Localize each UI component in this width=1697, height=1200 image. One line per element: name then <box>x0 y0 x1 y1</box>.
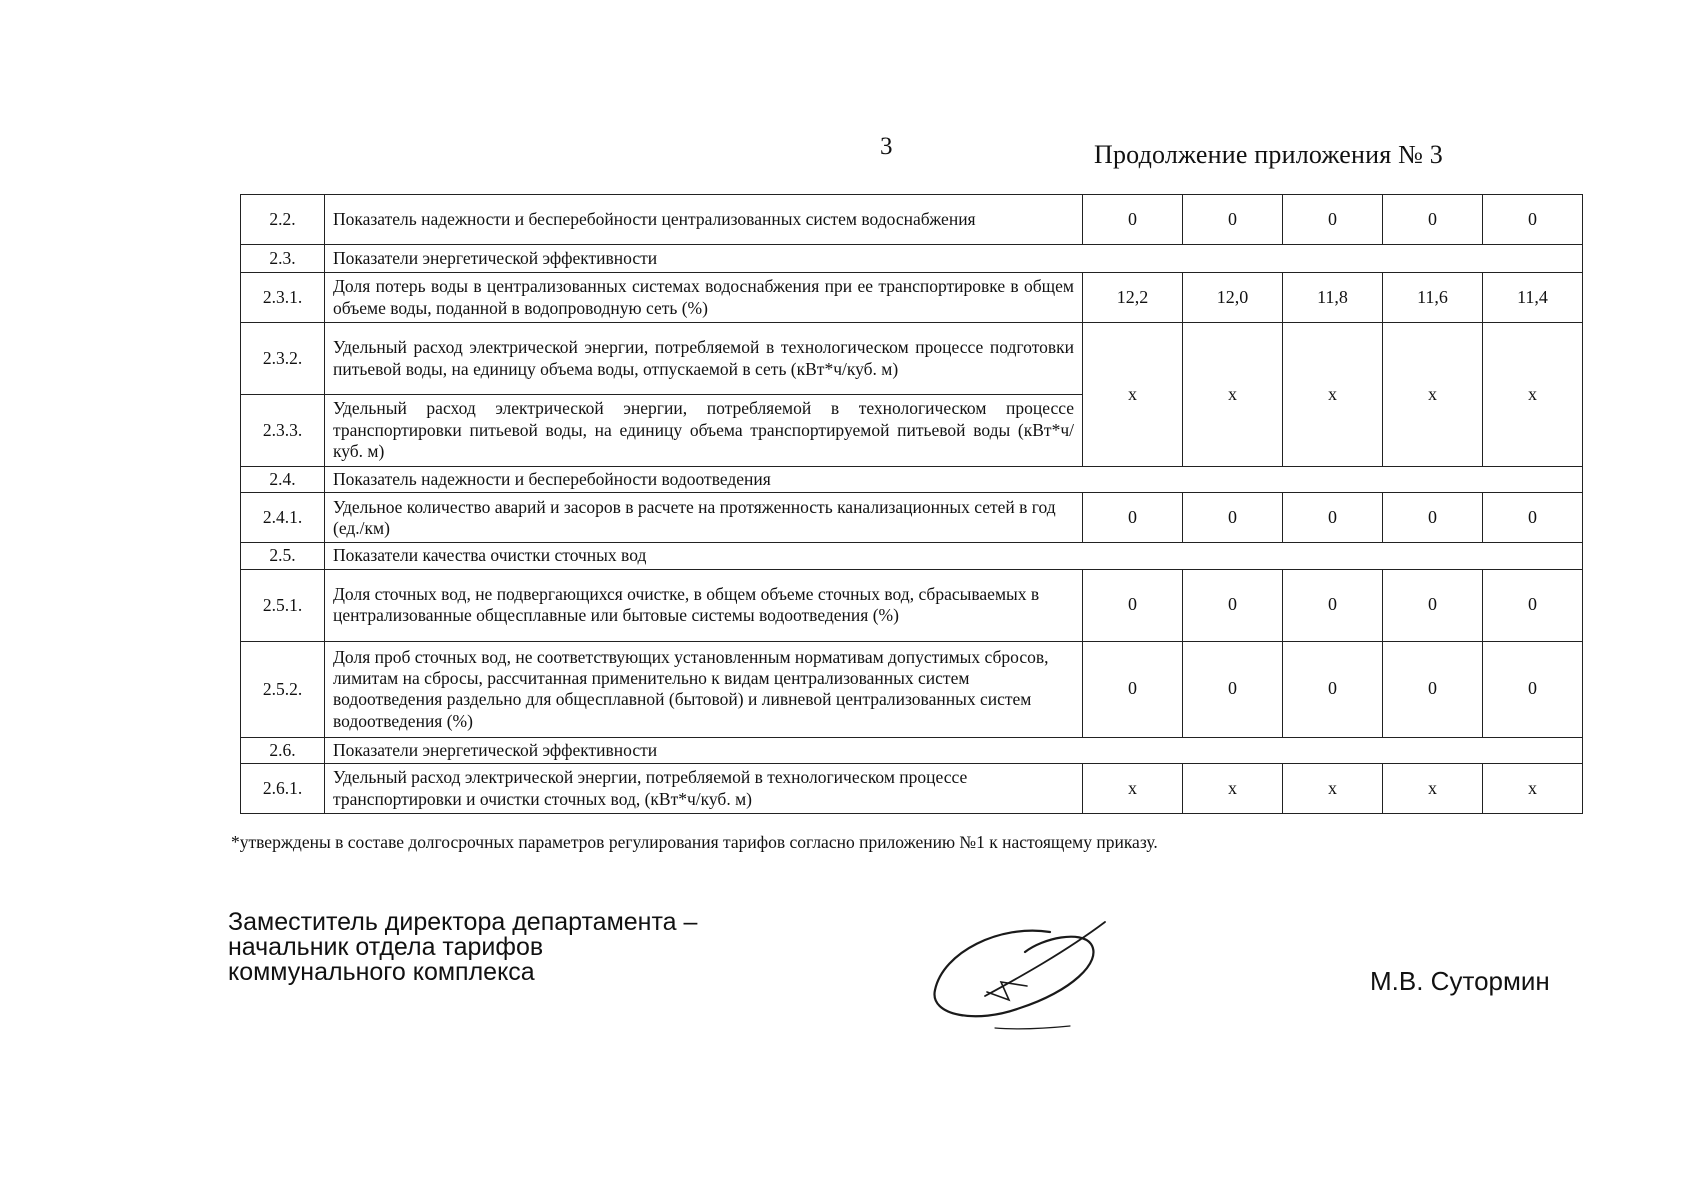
page-number: 3 <box>880 133 893 160</box>
table-row <box>241 764 1583 814</box>
indicator-value: 0 <box>1483 641 1583 737</box>
section-title: Показатели энергетической эффективности <box>325 245 1583 273</box>
indicator-value: 0 <box>1383 493 1483 543</box>
indicator-value: 0 <box>1083 641 1183 737</box>
indicator-value: 11,4 <box>1483 273 1583 323</box>
indicator-value: x <box>1483 764 1583 814</box>
appendix-continuation-heading: Продолжение приложения № 3 <box>1093 140 1443 169</box>
indicator-name: Показатель надежности и бесперебойности централизованных систем водоснабжения <box>325 195 1083 245</box>
indicator-value: 0 <box>1083 195 1183 245</box>
footnote: *утверждены в составе долгосрочных параметров регулирования тарифов согласно приложению №1 к настоящему приказу. <box>231 832 1158 852</box>
signer-position <box>228 910 788 985</box>
indicator-value: 0 <box>1283 195 1383 245</box>
indicator-value: 0 <box>1183 493 1283 543</box>
indicator-value: x <box>1183 764 1283 814</box>
indicator-value: x <box>1083 323 1183 467</box>
row-number: 2.3.1. <box>241 273 325 323</box>
row-number: 2.2. <box>241 195 325 245</box>
table-row <box>241 195 1583 245</box>
indicator-value: 0 <box>1483 569 1583 641</box>
indicator-value: 0 <box>1383 641 1483 737</box>
indicator-value: 11,6 <box>1383 273 1483 323</box>
table-row <box>241 323 1583 395</box>
indicator-value: 0 <box>1483 493 1583 543</box>
table-row <box>241 273 1583 323</box>
indicator-value: x <box>1483 323 1583 467</box>
row-number: 2.5.1. <box>241 569 325 641</box>
row-number: 2.3. <box>241 245 325 273</box>
row-number: 2.6.1. <box>241 764 325 814</box>
indicator-value: 0 <box>1483 195 1583 245</box>
section-row <box>241 467 1583 493</box>
table-row <box>241 569 1583 641</box>
indicator-value: 0 <box>1183 641 1283 737</box>
signer-position-line: начальник отдела тарифов <box>228 933 544 961</box>
section-title: Показатели энергетической эффективности <box>325 737 1583 763</box>
indicator-name: Доля потерь воды в централизованных системах водоснабжения при ее транспортировке в общем объеме воды, поданной в водопроводную сеть (%) <box>325 273 1083 323</box>
row-number: 2.3.3. <box>241 395 325 467</box>
indicator-value: 0 <box>1383 569 1483 641</box>
row-number: 2.5.2. <box>241 641 325 737</box>
indicator-value: x <box>1083 764 1183 814</box>
row-number: 2.3.2. <box>241 323 325 395</box>
indicator-value: x <box>1183 323 1283 467</box>
row-number: 2.5. <box>241 543 325 569</box>
indicator-name: Удельное количество аварий и засоров в расчете на протяженность канализационных сетей в год (ед./км) <box>325 493 1083 543</box>
section-title: Показатель надежности и бесперебойности водоотведения <box>325 467 1583 493</box>
section-row <box>241 543 1583 569</box>
signer-position-line: коммунального комплекса <box>228 958 535 986</box>
indicator-value: x <box>1283 323 1383 467</box>
row-number: 2.4. <box>241 467 325 493</box>
section-row <box>241 737 1583 763</box>
indicator-name: Доля сточных вод, не подвергающихся очистке, в общем объеме сточных вод, сбрасываемых в централизованные общесплавные или бытовые системы водоотведения (%) <box>325 569 1083 641</box>
indicator-value: 0 <box>1383 195 1483 245</box>
row-number: 2.6. <box>241 737 325 763</box>
indicator-name: Удельный расход электрической энергии, потребляемой в технологическом процессе транспортировки питьевой воды, на единицу объема транспортируемой питьевой воды (кВт*ч/куб. м) <box>325 395 1083 467</box>
indicator-value: 12,0 <box>1183 273 1283 323</box>
indicator-name: Удельный расход электрической энергии, потребляемой в технологическом процессе подготовки питьевой воды, на единицу объема воды, отпускаемой в сеть (кВт*ч/куб. м) <box>325 323 1083 395</box>
indicator-value: 0 <box>1083 569 1183 641</box>
indicators-table <box>240 194 1583 814</box>
indicator-value: 0 <box>1183 569 1283 641</box>
handwritten-signature <box>925 912 1125 1032</box>
section-title: Показатели качества очистки сточных вод <box>325 543 1583 569</box>
table-row <box>241 641 1583 737</box>
indicator-name: Доля проб сточных вод, не соответствующих установленным нормативам допустимых сбросов, лимитам на сбросы, рассчитанная применительно к видам централизованных систем водоотведения раздельно для общесплавной (бытовой) и ливневой централизованных систем водоотведения (%) <box>325 641 1083 737</box>
indicator-value: x <box>1383 764 1483 814</box>
signer-name: М.В. Сутормин <box>1370 966 1550 996</box>
indicator-value: x <box>1283 764 1383 814</box>
indicator-value: 0 <box>1283 569 1383 641</box>
indicator-value: 12,2 <box>1083 273 1183 323</box>
indicator-value: x <box>1383 323 1483 467</box>
indicator-value: 0 <box>1183 195 1283 245</box>
indicator-value: 0 <box>1283 641 1383 737</box>
indicator-value: 11,8 <box>1283 273 1383 323</box>
row-number: 2.4.1. <box>241 493 325 543</box>
section-row <box>241 245 1583 273</box>
indicator-value: 0 <box>1283 493 1383 543</box>
signer-position-line: Заместитель директора департамента – <box>228 908 698 936</box>
table-row <box>241 493 1583 543</box>
indicator-value: 0 <box>1083 493 1183 543</box>
indicator-name: Удельный расход электрической энергии, потребляемой в технологическом процессе транспортировки и очистки сточных вод, (кВт*ч/куб. м) <box>325 764 1083 814</box>
